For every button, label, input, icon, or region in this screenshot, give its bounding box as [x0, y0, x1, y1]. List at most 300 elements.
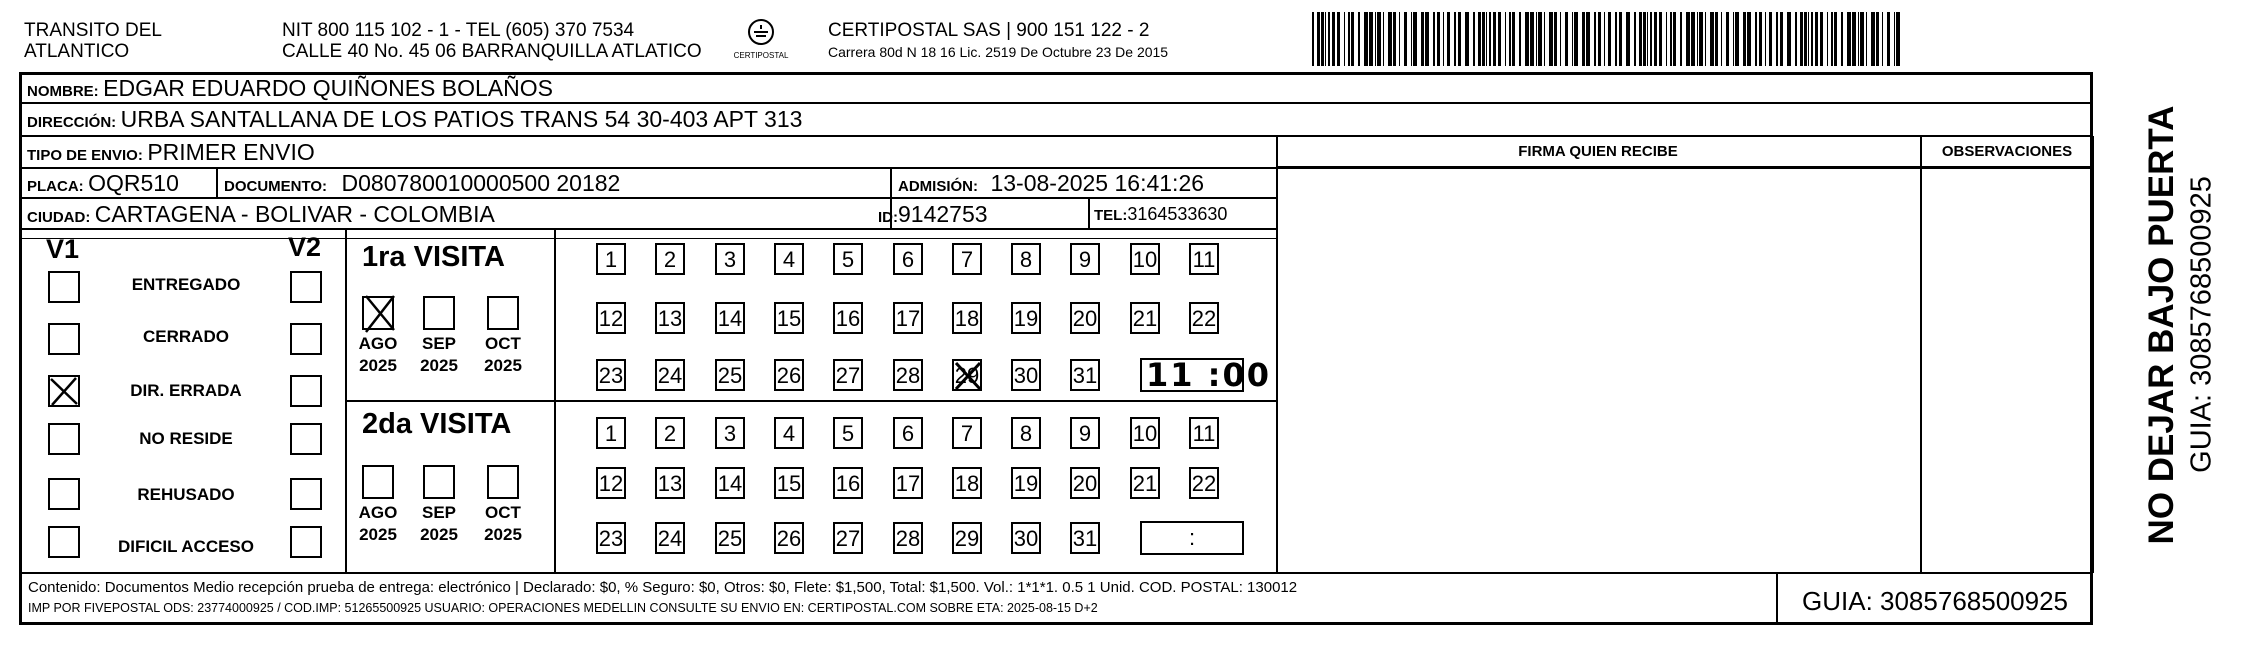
id-label: ID: — [878, 209, 898, 226]
v1-checkbox[interactable] — [48, 526, 80, 558]
barcode-bar — [1827, 12, 1828, 66]
day-number: 15 — [776, 471, 802, 496]
day-checkbox[interactable] — [1130, 302, 1160, 334]
barcode-bar — [1565, 12, 1568, 66]
status-option-label: REHUSADO — [137, 485, 235, 504]
barcode-bar — [1858, 12, 1859, 66]
day-checkbox[interactable] — [952, 467, 982, 499]
barcode-bar — [1536, 12, 1537, 66]
day-checkbox[interactable] — [715, 522, 745, 554]
day-checkbox[interactable] — [596, 359, 626, 391]
barcode-bar — [1344, 12, 1345, 66]
day-checkbox[interactable] — [774, 417, 804, 449]
barcode-bar — [1582, 12, 1585, 66]
tel-value: 3164533630 — [1127, 204, 1228, 224]
barcode-bar — [1572, 12, 1573, 66]
month-label: OCT — [485, 503, 521, 522]
day-checkbox[interactable] — [774, 467, 804, 499]
divider — [1276, 136, 1278, 573]
day-checkbox[interactable] — [893, 417, 923, 449]
month-checkbox[interactable] — [423, 465, 455, 499]
first-visit-title: 1ra VISITA — [362, 241, 505, 273]
divider — [1088, 198, 1090, 228]
month-checkbox[interactable] — [362, 296, 394, 330]
day-checkbox[interactable] — [1130, 243, 1160, 275]
v2-checkbox[interactable] — [290, 375, 322, 407]
admision-field — [898, 170, 1204, 197]
barcode-bar — [1425, 12, 1429, 66]
id-value: 9142753 — [898, 201, 988, 227]
day-checkbox[interactable] — [596, 302, 626, 334]
day-checkbox[interactable] — [1011, 359, 1041, 391]
day-checkbox[interactable] — [774, 359, 804, 391]
barcode-bar — [1860, 12, 1864, 66]
barcode-bar — [1505, 12, 1506, 66]
barcode-bar — [1465, 12, 1469, 66]
day-checkbox[interactable] — [596, 467, 626, 499]
barcode-bar — [1388, 12, 1392, 66]
barcode-bar — [1512, 12, 1515, 66]
day-number: 31 — [1072, 363, 1098, 388]
day-checkbox[interactable] — [596, 522, 626, 554]
barcode-bar — [1358, 12, 1360, 66]
barcode-bar — [1831, 12, 1833, 66]
day-checkbox[interactable] — [1011, 243, 1041, 275]
admision-label: ADMISIÓN: — [898, 178, 978, 195]
direccion-row — [27, 106, 802, 133]
first-visit-time-box[interactable] — [1140, 356, 1271, 394]
v1-checkbox[interactable] — [48, 271, 80, 303]
day-checkbox[interactable] — [715, 417, 745, 449]
day-number: 2 — [663, 421, 677, 446]
day-checkbox[interactable] — [1011, 467, 1041, 499]
day-checkbox[interactable] — [596, 417, 626, 449]
barcode-bar — [1608, 12, 1611, 66]
day-number: 3 — [723, 421, 737, 446]
barcode-bar — [1619, 12, 1622, 66]
barcode-bar — [1834, 12, 1837, 66]
day-checkbox[interactable] — [715, 467, 745, 499]
barcode-bar — [1509, 12, 1511, 66]
day-number: 27 — [835, 363, 861, 388]
day-checkbox[interactable] — [893, 467, 923, 499]
barcode-bar — [1894, 12, 1895, 66]
barcode-bar — [1433, 12, 1435, 66]
day-number: 13 — [657, 306, 683, 331]
day-number: 5 — [841, 247, 855, 272]
barcode-bar — [1670, 12, 1672, 66]
month-label: OCT — [485, 334, 521, 353]
barcode-bar — [1473, 12, 1475, 66]
day-checkbox[interactable] — [655, 417, 685, 449]
day-number: 26 — [776, 363, 802, 388]
firma-header: FIRMA QUIEN RECIBE — [1518, 143, 1678, 160]
barcode-bar — [1673, 12, 1676, 66]
v2-checkbox[interactable] — [290, 423, 322, 455]
month-checkbox[interactable] — [362, 465, 394, 499]
day-checkbox[interactable] — [1189, 243, 1219, 275]
barcode-bar — [1726, 12, 1729, 66]
barcode-bar — [1519, 12, 1521, 66]
day-number: 28 — [895, 526, 921, 551]
day-checkbox[interactable] — [952, 359, 982, 391]
day-checkbox[interactable] — [1189, 467, 1219, 499]
svg-text:CERTIPOSTAL: CERTIPOSTAL — [733, 51, 789, 60]
day-checkbox[interactable] — [952, 302, 982, 334]
tipo-value: PRIMER ENVIO — [147, 139, 315, 165]
tipo-row — [27, 139, 315, 166]
v2-checkbox[interactable] — [290, 478, 322, 510]
day-number: 22 — [1191, 306, 1217, 331]
barcode-bar — [1815, 12, 1818, 66]
barcode-bar — [1377, 12, 1381, 66]
day-number: 9 — [1078, 247, 1092, 272]
barcode-bar — [1626, 12, 1630, 66]
barcode-bar — [1560, 12, 1561, 66]
divider — [20, 135, 2092, 137]
day-number: 2 — [663, 247, 677, 272]
barcode-bar — [1337, 12, 1340, 66]
v1-checkbox[interactable] — [48, 423, 80, 455]
day-checkbox[interactable] — [1011, 522, 1041, 554]
day-number: 31 — [1072, 526, 1098, 551]
day-number: 23 — [598, 363, 624, 388]
day-checkbox[interactable] — [893, 522, 923, 554]
month-label: SEP — [421, 334, 457, 353]
barcode-bar — [1458, 12, 1461, 66]
day-checkbox[interactable] — [655, 302, 685, 334]
year-label: 2025 — [420, 356, 458, 375]
barcode-bar — [1747, 12, 1751, 66]
barcode-bar — [1544, 12, 1545, 66]
day-checkbox[interactable] — [952, 522, 982, 554]
barcode-bar — [1393, 12, 1396, 66]
barcode-bar — [1328, 12, 1330, 66]
direccion-label: DIRECCIÓN: — [27, 114, 117, 131]
day-number: 21 — [1132, 471, 1158, 496]
day-checkbox[interactable] — [715, 359, 745, 391]
barcode-bar — [1447, 12, 1450, 66]
second-visit-title: 2da VISITA — [362, 408, 512, 440]
day-number: 30 — [1013, 526, 1039, 551]
divider — [216, 168, 218, 198]
barcode-bar — [1321, 12, 1324, 66]
day-number: 23 — [598, 526, 624, 551]
barcode-bar — [1413, 12, 1417, 66]
observaciones-header: OBSERVACIONES — [1941, 143, 2073, 160]
day-number: 9 — [1078, 421, 1092, 446]
barcode-bar — [1847, 12, 1851, 66]
no-dejar-bajo-puerta: NO DEJAR BAJO PUERTA — [2142, 105, 2181, 545]
barcode-bar — [1549, 12, 1553, 66]
day-number: 14 — [717, 471, 743, 496]
day-checkbox[interactable] — [1070, 417, 1100, 449]
barcode-bar — [1841, 12, 1843, 66]
day-number: 17 — [895, 306, 921, 331]
barcode-bar — [1615, 12, 1617, 66]
day-number: 19 — [1013, 306, 1039, 331]
side-text — [2112, 100, 2218, 600]
day-number: 17 — [895, 471, 921, 496]
sender-line-1: TRANSITO DEL — [24, 20, 162, 41]
barcode-bar — [1351, 12, 1354, 66]
barcode-bar — [1776, 12, 1778, 66]
barcode-bar — [1686, 12, 1690, 66]
day-number: 1 — [604, 247, 618, 272]
barcode-bar — [1594, 12, 1596, 66]
day-checkbox[interactable] — [1130, 417, 1160, 449]
day-number: 30 — [1013, 363, 1039, 388]
v1-checkbox[interactable] — [48, 323, 80, 355]
status-option-label: DIR. ERRADA — [130, 381, 242, 400]
month-checkbox[interactable] — [487, 465, 519, 499]
barcode-bar — [1654, 12, 1657, 66]
status-option-label: ENTREGADO — [131, 275, 241, 294]
day-checkbox[interactable] — [655, 243, 685, 275]
day-number: 14 — [717, 306, 743, 331]
day-number: 8 — [1019, 421, 1033, 446]
barcode-bar — [1705, 12, 1706, 66]
barcode-bar — [1769, 12, 1772, 66]
day-checkbox[interactable] — [1070, 359, 1100, 391]
barcode-bar — [1375, 12, 1376, 66]
status-option-label: DIFICIL ACCESO — [117, 537, 254, 556]
day-checkbox[interactable] — [833, 522, 863, 554]
barcode-bar — [1765, 12, 1766, 66]
barcode-bar — [1443, 12, 1444, 66]
day-number: 12 — [598, 471, 624, 496]
day-checkbox[interactable] — [833, 359, 863, 391]
company-line: CERTIPOSTAL SAS | 900 151 122 - 2 — [828, 20, 1150, 41]
barcode-bar — [1369, 12, 1373, 66]
direccion-value: URBA SANTALLANA DE LOS PATIOS TRANS 54 30-403 APT 313 — [120, 106, 803, 132]
barcode-bar — [1721, 12, 1722, 66]
day-checkbox[interactable] — [893, 243, 923, 275]
day-number: 10 — [1132, 247, 1158, 272]
nit-line: NIT 800 115 102 - 1 - TEL (605) 370 7534 — [282, 20, 635, 41]
barcode-bar — [1650, 12, 1652, 66]
barcode-bar — [1530, 12, 1534, 66]
barcode-bar — [1312, 12, 1314, 66]
day-number: 4 — [782, 247, 796, 272]
barcode-bar — [1852, 12, 1856, 66]
day-checkbox[interactable] — [1189, 302, 1219, 334]
sender-name — [24, 20, 162, 62]
day-number: 13 — [657, 471, 683, 496]
v1-checkbox[interactable] — [48, 478, 80, 510]
v2-checkbox[interactable] — [290, 271, 322, 303]
id-field — [878, 201, 988, 228]
barcode-bar — [1482, 12, 1485, 66]
barcode-bar — [1680, 12, 1682, 66]
ciudad-label: CIUDAD: — [27, 209, 91, 226]
barcode-bar — [1699, 12, 1703, 66]
day-number: 22 — [1191, 471, 1217, 496]
day-number: 7 — [960, 421, 974, 446]
divider — [2092, 136, 2094, 573]
placa-field — [27, 170, 179, 197]
certipostal-logo — [728, 16, 794, 62]
day-checkbox[interactable] — [655, 359, 685, 391]
sender-address: CALLE 40 No. 45 06 BARRANQUILLA ATLATICO — [282, 41, 702, 62]
barcode-bar — [1493, 12, 1496, 66]
day-number: 15 — [776, 306, 802, 331]
day-number: 18 — [954, 471, 980, 496]
divider — [20, 572, 2092, 574]
sender-line-2: ATLANTICO — [24, 41, 130, 62]
day-checkbox[interactable] — [1130, 467, 1160, 499]
day-checkbox[interactable] — [833, 302, 863, 334]
license-line: Carrera 80d N 18 16 Lic. 2519 De Octubre 23 De 2015 — [828, 44, 1169, 60]
barcode-bar — [1411, 12, 1412, 66]
day-checkbox[interactable] — [774, 522, 804, 554]
barcode-bar — [1866, 12, 1867, 66]
day-number: 25 — [717, 363, 743, 388]
year-label: 2025 — [484, 525, 522, 544]
day-checkbox[interactable] — [655, 467, 685, 499]
tipo-label: TIPO DE ENVIO: — [27, 147, 143, 164]
day-number: 20 — [1072, 471, 1098, 496]
day-checkbox[interactable] — [833, 467, 863, 499]
second-visit-time-box[interactable] — [1140, 521, 1244, 555]
barcode-bar — [1399, 12, 1400, 66]
divider — [20, 228, 1277, 230]
month-label: AGO — [358, 503, 398, 522]
v2-checkbox[interactable] — [290, 323, 322, 355]
barcode-bar — [1404, 12, 1407, 66]
tel-label: TEL: — [1094, 207, 1128, 224]
nombre-value: EDGAR EDUARDO QUIÑONES BOLAÑOS — [103, 75, 553, 101]
barcode-bar — [1871, 12, 1875, 66]
barcode-bar — [1317, 12, 1320, 66]
barcode-bar — [1486, 12, 1487, 66]
day-checkbox[interactable] — [774, 302, 804, 334]
first-visit-time-handwritten: 11 :00 — [1146, 356, 1271, 394]
day-checkbox[interactable] — [1070, 467, 1100, 499]
day-number: 4 — [782, 421, 796, 446]
barcode-bar — [1383, 12, 1384, 66]
v1-checkbox[interactable] — [48, 375, 80, 407]
barcode-bar — [1659, 12, 1662, 66]
day-checkbox[interactable] — [1011, 417, 1041, 449]
barcode-bar — [1876, 12, 1879, 66]
v2-checkbox[interactable] — [290, 526, 322, 558]
year-label: 2025 — [484, 356, 522, 375]
day-number: 20 — [1072, 306, 1098, 331]
barcode-bar — [1325, 12, 1326, 66]
day-number: 16 — [835, 471, 861, 496]
day-number: 1 — [604, 421, 618, 446]
day-checkbox[interactable] — [893, 302, 923, 334]
year-label: 2025 — [420, 525, 458, 544]
barcode-bar — [1647, 12, 1648, 66]
day-checkbox[interactable] — [1070, 302, 1100, 334]
year-label: 2025 — [359, 525, 397, 544]
day-number: 16 — [835, 306, 861, 331]
divider — [20, 167, 2092, 169]
day-checkbox[interactable] — [774, 243, 804, 275]
barcode-bar — [1808, 12, 1809, 66]
barcode-bar — [1759, 12, 1762, 66]
barcode-bar — [1800, 12, 1803, 66]
barcode-bar — [1489, 12, 1491, 66]
day-checkbox[interactable] — [833, 243, 863, 275]
barcode-bar — [1811, 12, 1813, 66]
tel-field — [1094, 204, 1227, 225]
day-checkbox[interactable] — [1189, 417, 1219, 449]
barcode-bar — [1478, 12, 1481, 66]
barcode-bar — [1332, 12, 1335, 66]
day-checkbox[interactable] — [952, 243, 982, 275]
barcode-bar — [1421, 12, 1424, 66]
barcode-bar — [1364, 12, 1368, 66]
day-number: 12 — [598, 306, 624, 331]
day-number: 27 — [835, 526, 861, 551]
day-number: 21 — [1132, 306, 1158, 331]
side-guia: GUIA: 3085768500925 — [2185, 176, 2218, 473]
barcode-bar — [1598, 12, 1601, 66]
ciudad-field — [27, 201, 495, 228]
barcode-bar — [1604, 12, 1605, 66]
day-checkbox[interactable] — [893, 359, 923, 391]
day-checkbox[interactable] — [833, 417, 863, 449]
contenido-text: Contenido: Documentos Medio recepción prueba de entrega: electrónico | Declarado: $0, % Seguro: $0, Otros: $0, Flete: $1,500, Total: $1,500. Vol.: 1*1*1. 0.5 1 Unid. COD. POSTAL: 130012 — [28, 579, 1298, 596]
documento-field — [224, 170, 620, 197]
month-label: SEP — [421, 503, 457, 522]
sender-contact — [282, 20, 702, 62]
day-number: 24 — [657, 526, 683, 551]
day-number: 3 — [723, 247, 737, 272]
barcode-bar — [1538, 12, 1542, 66]
company-info — [828, 20, 1168, 61]
day-checkbox[interactable] — [596, 243, 626, 275]
divider — [20, 102, 2092, 104]
month-checkbox[interactable] — [487, 296, 519, 330]
barcode-bar — [1643, 12, 1646, 66]
day-checkbox[interactable] — [952, 417, 982, 449]
second-visit-time: : — [1188, 525, 1196, 550]
v1-header: V1 — [46, 234, 80, 264]
day-number: 26 — [776, 526, 802, 551]
divider — [554, 229, 556, 573]
month-checkbox[interactable] — [423, 296, 455, 330]
barcode-bar — [1896, 12, 1900, 66]
barcode-bar — [1820, 12, 1823, 66]
status-option-label: NO RESIDE — [139, 429, 233, 448]
month-label: AGO — [358, 334, 398, 353]
day-checkbox[interactable] — [1070, 243, 1100, 275]
barcode-bar — [1634, 12, 1636, 66]
barcode — [1310, 12, 1906, 66]
divider — [20, 238, 1277, 239]
barcode-bar — [1348, 12, 1350, 66]
barcode-bar — [1498, 12, 1501, 66]
barcode-bar — [1586, 12, 1590, 66]
day-number: 29 — [954, 363, 980, 388]
day-checkbox[interactable] — [715, 243, 745, 275]
day-number: 25 — [717, 526, 743, 551]
day-checkbox[interactable] — [1070, 522, 1100, 554]
placa-label: PLACA: — [27, 178, 84, 195]
day-number: 10 — [1132, 421, 1158, 446]
barcode-bar — [1804, 12, 1807, 66]
day-number: 24 — [657, 363, 683, 388]
day-checkbox[interactable] — [1011, 302, 1041, 334]
day-checkbox[interactable] — [715, 302, 745, 334]
barcode-bar — [1780, 12, 1783, 66]
placa-value: OQR510 — [88, 170, 179, 196]
day-checkbox[interactable] — [655, 522, 685, 554]
